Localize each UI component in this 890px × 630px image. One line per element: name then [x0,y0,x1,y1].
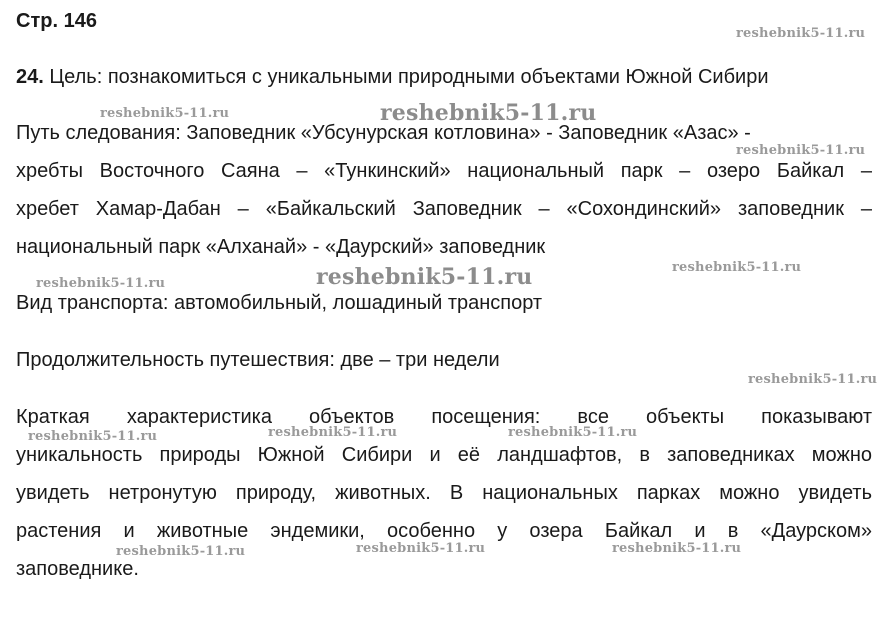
transport-line: Вид транспорта: автомобильный, лошадиный транспорт [16,292,543,314]
watermark: reshebnik5-11.ru [116,544,246,559]
watermark: reshebnik5-11.ru [100,106,230,121]
page-number-label: Стр. 146 [16,10,97,32]
watermark: reshebnik5-11.ru [508,425,638,440]
route-line-4: национальный парк «Алханай» - «Даурский» заповедник [16,236,546,258]
description-line-2: уникальность природы Южной Сибири и её ландшафтов, в заповедниках можно [16,444,872,466]
watermark: reshebnik5-11.ru [268,425,398,440]
watermark: reshebnik5-11.ru [612,541,742,556]
description-line-1: Краткая характеристика объектов посещения: все объекты показывают [16,406,872,428]
watermark: reshebnik5-11.ru [748,372,878,387]
watermark: reshebnik5-11.ru [736,143,866,158]
watermark: reshebnik5-11.ru [356,541,486,556]
watermark: reshebnik5-11.ru [28,429,158,444]
watermark: reshebnik5-11.ru [672,260,802,275]
route-line-1: Путь следования: Заповедник «Убсунурская котловина» - Заповедник «Азас» - [16,122,751,144]
watermark: reshebnik5-11.ru [316,264,533,290]
watermark: reshebnik5-11.ru [380,100,597,126]
task-goal-line [16,66,769,89]
description-line-4: растения и животные эндемики, особенно у озера Байкал и в «Даурском» [16,520,872,542]
task-number: 24. [16,66,44,88]
task-goal: Цель: познакомиться с уникальными природными объектами Южной Сибири [49,66,769,88]
route-line-3: хребет Хамар-Дабан – «Байкальский Заповедник – «Сохондинский» заповедник – [16,198,872,220]
watermark: reshebnik5-11.ru [736,26,866,41]
duration-line: Продолжительность путешествия: две – три недели [16,349,500,371]
route-line-2: хребты Восточного Саяна – «Тункинский» национальный парк – озеро Байкал – [16,160,872,182]
description-line-5: заповеднике. [16,558,139,580]
watermark: reshebnik5-11.ru [36,276,166,291]
description-line-3: увидеть нетронутую природу, животных. В национальных парках можно увидеть [16,482,872,504]
